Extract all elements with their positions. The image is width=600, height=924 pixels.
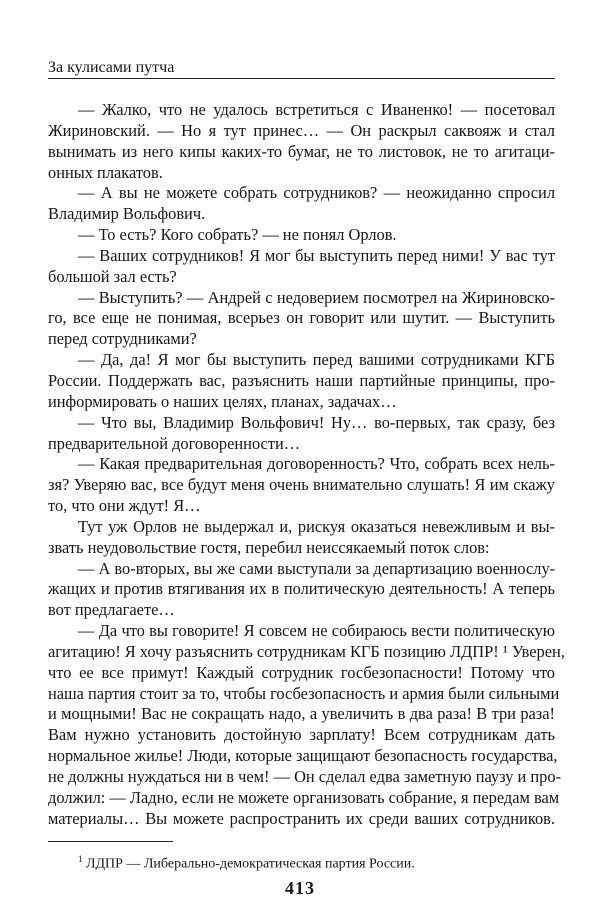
text-line: вынимать из него кипы каких-то бумаг, не то листовок, не то агитаци- bbox=[48, 141, 555, 161]
text-line: — Да что вы говорите! Я совсем не собираюсь вести политическую bbox=[78, 621, 555, 641]
text-line: Тут уж Орлов не выдержал и, рискуя оказаться невежливым и вы- bbox=[78, 516, 555, 536]
paragraph bbox=[48, 559, 555, 622]
text-line: что ее все примут! Каждый сотрудник госбезопасности! Потому что bbox=[48, 662, 555, 682]
text-line: то, что они ждут! Я… bbox=[48, 496, 201, 516]
text-line: — А вы не можете собрать сотрудников? — неожиданно спросил bbox=[78, 183, 555, 203]
footnote-rule bbox=[48, 841, 173, 842]
text-line: агитацию! Я хочу разъяснить сотрудникам КГБ позицию ЛДПР! ¹ Уверен, bbox=[48, 641, 565, 661]
text-line: звать неудовольствие гостя, перебил неиссякаемый поток слов: bbox=[48, 537, 490, 557]
paragraph bbox=[48, 288, 555, 351]
text-line: — Выступить? — Андрей с недоверием посмотрел на Жириновско- bbox=[78, 287, 555, 307]
text-line: онных плакатов. bbox=[48, 162, 163, 182]
text-line: предварительной договоренности… bbox=[48, 433, 301, 453]
text-line: не должны нуждаться ни в чем! — Он сделал едва заметную паузу и про- bbox=[48, 767, 562, 786]
text-line: — Да, да! Я мог бы выступить перед вашими сотрудниками КГБ bbox=[78, 350, 555, 370]
paragraph bbox=[48, 621, 565, 829]
text-line: России. Поддержать вас, разъяснить наши партийные принципы, про- bbox=[48, 370, 555, 390]
text-line: большой зал есть? bbox=[48, 266, 177, 286]
page-number: 413 bbox=[285, 878, 315, 898]
text-line: — А во-вторых, вы же сами выступали за департизацию военнослу- bbox=[78, 558, 556, 578]
footnote bbox=[78, 850, 415, 874]
text-line: Владимир Вольфович. bbox=[48, 204, 206, 224]
text-line: — Какая предварительная договоренность? Что, собрать всех нель- bbox=[78, 454, 555, 474]
paragraph bbox=[48, 183, 555, 225]
text-line: вот предлагаете… bbox=[48, 600, 175, 620]
text-line: зя? Уверяю вас, все будут меня очень внимательно слушать! Я им скажу bbox=[48, 475, 555, 495]
text-line: — Жалко, что не удалось встретиться с Иваненко! — посетовал bbox=[78, 100, 555, 119]
paragraph bbox=[48, 350, 555, 413]
running-head: За кулисами путча bbox=[48, 59, 175, 76]
text-line: го, все еще не понимая, всерьез он говорит или шутит. — Выступить bbox=[48, 308, 555, 328]
text-line: Вам нужно установить достойную зарплату! Всем сотрудникам дать bbox=[48, 725, 555, 745]
text-line: — Ваших сотрудников! Я мог бы выступить перед ними! У вас тут bbox=[78, 245, 555, 265]
text-line: — То есть? Кого собрать? — не понял Орлов. bbox=[78, 225, 397, 245]
paragraph bbox=[48, 100, 555, 183]
text-line: Жириновский. — Но я тут принес… — Он раскрыл саквояж и стал bbox=[48, 120, 555, 140]
text-line: наша партия стоит за то, чтобы госбезопасность и армия были сильными bbox=[48, 683, 560, 703]
footnote-marker: 1 bbox=[78, 854, 83, 864]
text-line: — Что вы, Владимир Вольфович! Ну… во-первых, так сразу, без bbox=[78, 412, 555, 432]
paragraph bbox=[48, 413, 555, 455]
footnote-text: ЛДПР — Либерально-демократическая партия России. bbox=[86, 856, 415, 872]
text-line: и мощными! Вас не сокращать надо, а увеличить в два раза! В три раза! bbox=[48, 704, 555, 724]
text-line: материалы… Вы можете распространить их среди ваших сотрудников. bbox=[48, 808, 555, 828]
text-line: информировать о наших целях, планах, задачах… bbox=[48, 391, 397, 411]
paragraph bbox=[48, 517, 555, 559]
paragraph bbox=[48, 225, 555, 246]
text-line: должил: — Ладно, если не можете организовать собрание, я передам вам bbox=[48, 787, 560, 807]
text-line: перед сотрудниками? bbox=[48, 329, 197, 349]
text-line: нормальное жилье! Люди, которые защищают безопасность государства, bbox=[48, 746, 558, 766]
header-rule bbox=[48, 78, 555, 79]
text-line: жащих и против втягивания их в политическую деятельность! А теперь bbox=[48, 579, 555, 599]
paragraph bbox=[48, 246, 555, 288]
body-text bbox=[48, 100, 565, 830]
paragraph bbox=[48, 454, 555, 517]
